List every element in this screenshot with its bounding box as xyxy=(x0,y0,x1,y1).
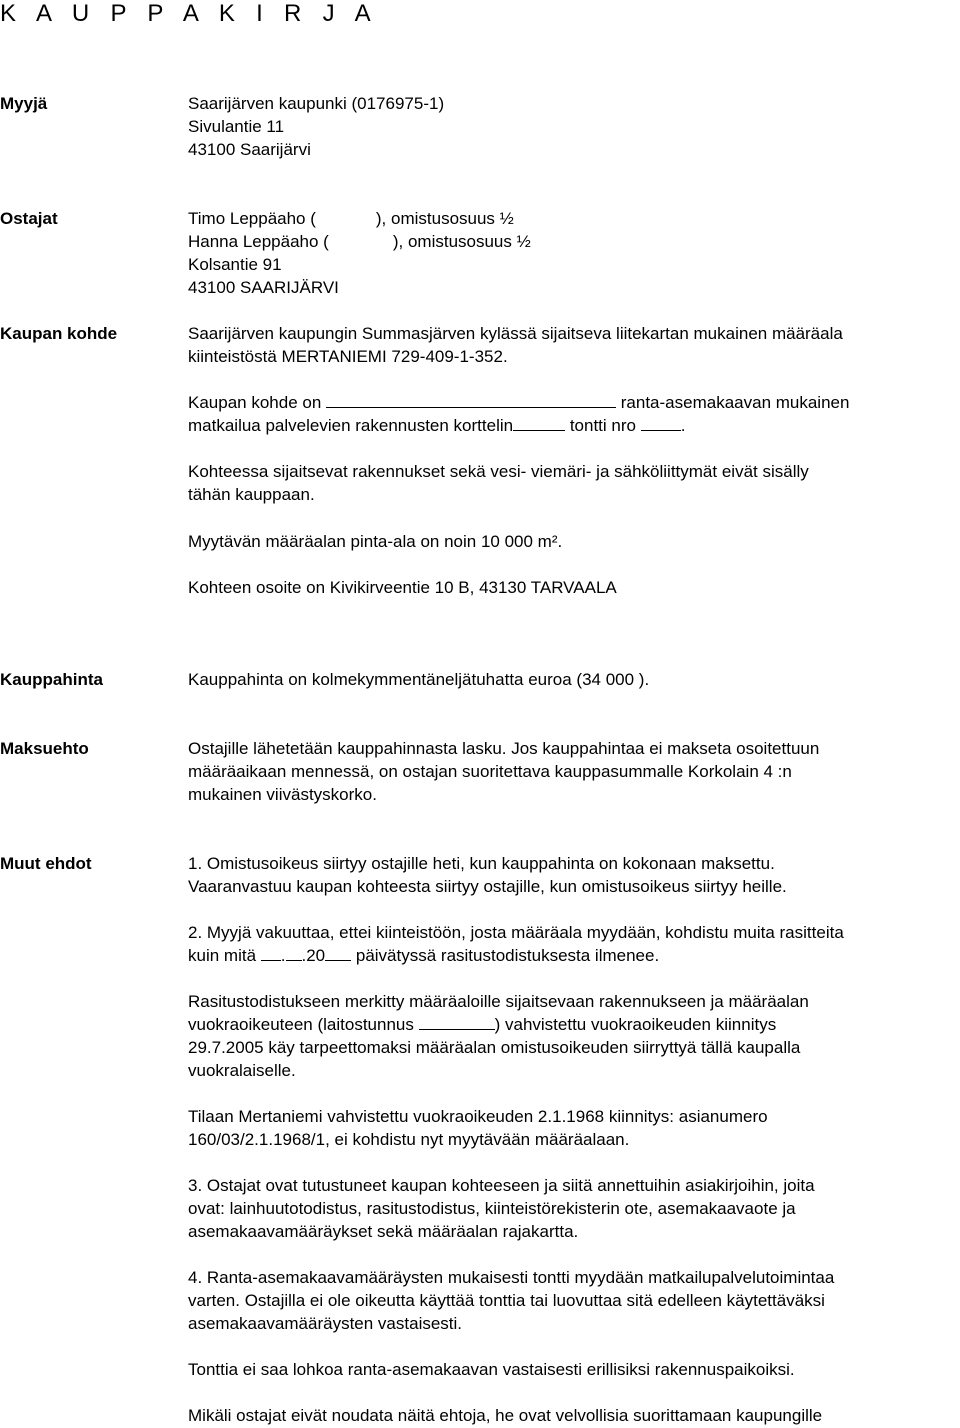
term-3-line1: 3. Ostajat ovat tutustuneet kaupan kohteeseen ja siitä annettuihin asiakirjoihin, joita xyxy=(188,1176,815,1195)
term-2-c: .20 xyxy=(301,946,326,965)
term-2-b: . xyxy=(280,946,286,965)
buyer-2-name: Hanna Leppäaho ( xyxy=(188,232,329,251)
block-blank xyxy=(513,414,565,431)
payment-line2: määräaikaan mennessä, on ostajan suoritettava kauppasummalle Korkolain 4 :n xyxy=(188,762,792,781)
term-2 xyxy=(188,921,960,967)
term-4-line2: varten. Ostajilla ei ole oikeutta käyttää tonttia tai luovuttaa sitä edelleen käytettäväksi xyxy=(188,1291,825,1310)
buyer-1-name: Timo Leppäaho ( xyxy=(188,209,316,228)
date-year-blank xyxy=(325,944,351,961)
term-4 xyxy=(188,1266,960,1335)
term-2c-line1: Tilaan Mertaniemi vahvistettu vuokraoikeuden 2.1.1968 kiinnitys: asianumero xyxy=(188,1107,768,1126)
term-2b-line3: 29.7.2005 käy tarpeettomaksi määräalan omistusoikeuden siirryttyä tällä kaupalla xyxy=(188,1038,801,1057)
plot-number-blank xyxy=(641,414,681,431)
buyers-street: Kolsantie 91 xyxy=(188,255,282,274)
buyer-1-share: ), omistusosuus ½ xyxy=(375,209,514,228)
term-2b-line4: vuokralaiselle. xyxy=(188,1061,296,1080)
object-p2-line2 xyxy=(188,414,960,437)
object-p1 xyxy=(188,322,960,368)
seller-name: Saarijärven kaupunki (0176975-1) xyxy=(188,94,445,113)
seller-street: Sivulantie 11 xyxy=(188,117,285,136)
term-2-d: päivätyssä rasitustodistuksesta ilmenee. xyxy=(355,946,660,965)
object-p2-start: Kaupan kohde on xyxy=(188,393,322,412)
buyer-2-share: ), omistusosuus ½ xyxy=(392,232,531,251)
term-2b-line2 xyxy=(188,1013,960,1036)
term-2b-a: vuokraoikeuteen (laitostunnus xyxy=(188,1015,414,1034)
object-p3-line1: Kohteessa sijaitsevat rakennukset sekä vesi- viemäri- ja sähköliittymät eivät sisälly xyxy=(188,462,809,481)
term-2-line2 xyxy=(188,944,960,967)
buyer-2 xyxy=(188,230,960,253)
buyer-1 xyxy=(188,207,960,230)
term-1-line1: 1. Omistusoikeus siirtyy ostajille heti, kun kauppahinta on kokonaan maksettu. xyxy=(188,854,775,873)
object-address: Kohteen osoite on Kivikirveentie 10 B, 43130 TARVAALA xyxy=(188,578,617,597)
block-number-blank xyxy=(326,391,616,408)
buyers-city: 43100 SAARIJÄRVI xyxy=(188,278,339,297)
buyers-block xyxy=(188,207,960,299)
document-title: K A U P P A K I R J A xyxy=(0,0,378,27)
object-p2-line2-mid: tontti nro xyxy=(569,416,636,435)
object-p3 xyxy=(188,460,960,506)
seller-label: Myyjä xyxy=(0,94,48,113)
term-2c xyxy=(188,1105,960,1151)
seller-city: 43100 Saarijärvi xyxy=(188,140,311,159)
object-p2 xyxy=(188,391,960,437)
term-2c-line2: 160/03/2.1.1968/1, ei kohdistu nyt myytävään määräalaan. xyxy=(188,1130,630,1149)
object-p2-line1 xyxy=(188,391,960,414)
term-4-line3: asemakaavamääräysten vastaisesti. xyxy=(188,1314,463,1333)
term-2-a: kuin mitä xyxy=(188,946,257,965)
buyers-label: Ostajat xyxy=(0,209,58,228)
payment-line3: mukainen viivästyskorko. xyxy=(188,785,377,804)
term-1-line2: Vaaranvastuu kaupan kohteesta siirtyy ostajille, kun omistusoikeus siirtyy heille. xyxy=(188,877,787,896)
term-4-line1: 4. Ranta-asemakaavamääräysten mukaisesti tontti myydään matkailupalvelutoimintaa xyxy=(188,1268,835,1287)
object-p2-line2-start: matkailua palvelevien rakennusten korttelin xyxy=(188,416,514,435)
term-2b-line1: Rasitustodistukseen merkitty määräaloille sijaitsevaan rakennukseen ja määräalan xyxy=(188,992,809,1011)
object-p1-line1: Saarijärven kaupungin Summasjärven kylässä sijaitseva liitekartan mukainen määräala xyxy=(188,324,843,343)
term-3 xyxy=(188,1174,960,1243)
term-2-line1: 2. Myyjä vakuuttaa, ettei kiinteistöön, josta määräala myydään, kohdistu muita rasitteita xyxy=(188,923,844,942)
term-1 xyxy=(188,852,960,898)
payment-text xyxy=(188,737,960,806)
term-2b-b: ) vahvistettu vuokraoikeuden kiinnitys xyxy=(494,1015,777,1034)
object-p2-after: ranta-asemakaavan mukainen xyxy=(620,393,850,412)
object-p1-line2: kiinteistöstä MERTANIEMI 729-409-1-352. xyxy=(188,347,508,366)
payment-label: Maksuehto xyxy=(0,739,89,758)
term-5: Tonttia ei saa lohkoa ranta-asemakaavan vastaisesti erillisiksi rakennuspaikoiksi. xyxy=(188,1360,795,1379)
term-2b xyxy=(188,990,960,1082)
facility-id-blank xyxy=(419,1013,495,1030)
object-p2-end: . xyxy=(680,416,686,435)
term-6: Mikäli ostajat eivät noudata näitä ehtoja, he ovat velvollisia suorittamaan kaupungille xyxy=(188,1406,823,1425)
object-p3-line2: tähän kauppaan. xyxy=(188,485,315,504)
price-label: Kauppahinta xyxy=(0,670,103,689)
price-text: Kauppahinta on kolmekymmentäneljätuhatta euroa (34 000 ). xyxy=(188,670,650,689)
date-day-blank xyxy=(261,944,281,961)
object-area: Myytävän määräalan pinta-ala on noin 10 000 m². xyxy=(188,532,563,551)
date-month-blank xyxy=(286,944,302,961)
term-3-line2: ovat: lainhuutotodistus, rasitustodistus, kiinteistörekisterin ote, asemakaavaote ja xyxy=(188,1199,796,1218)
payment-line1: Ostajille lähetetään kauppahinnasta lasku. Jos kauppahintaa ei makseta osoitettuun xyxy=(188,739,820,758)
seller-block xyxy=(188,92,960,161)
terms-label: Muut ehdot xyxy=(0,854,92,873)
object-label: Kaupan kohde xyxy=(0,324,118,343)
term-3-line3: asemakaavamääräykset sekä määräalan rajakartta. xyxy=(188,1222,579,1241)
